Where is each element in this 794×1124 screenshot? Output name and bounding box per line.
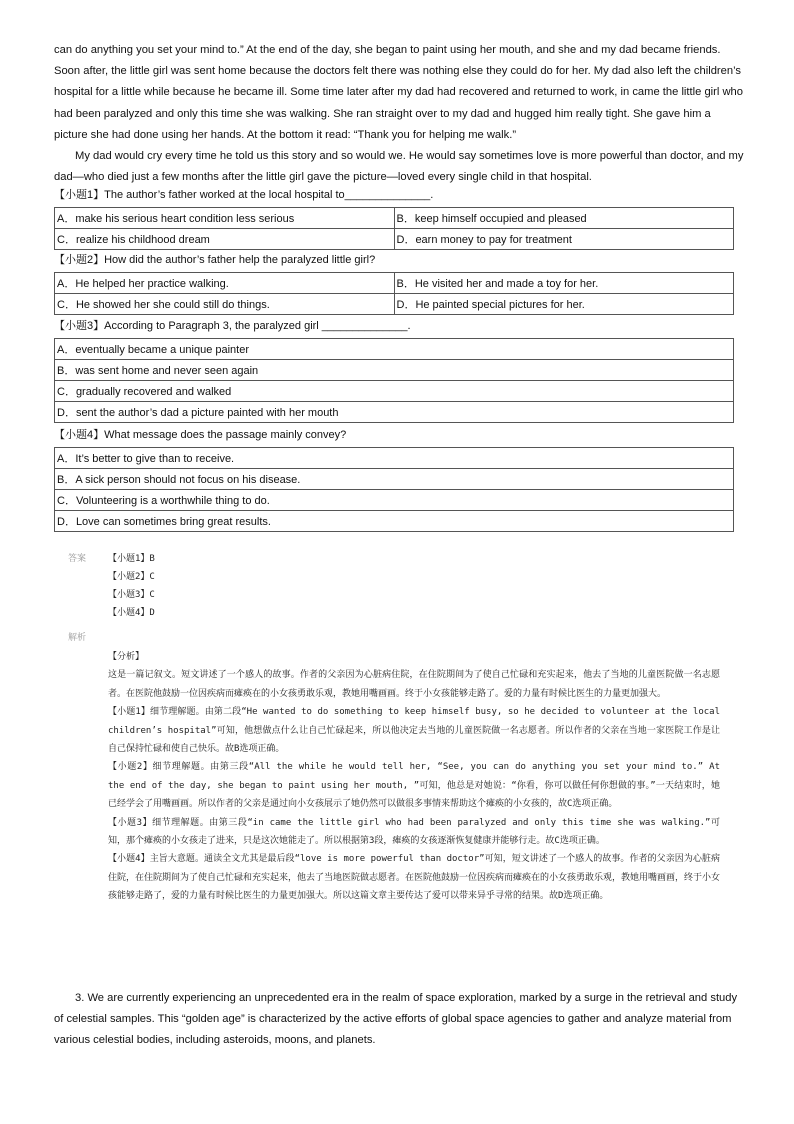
option[interactable]: B．was sent home and never seen again [55,360,734,381]
option[interactable]: B．A sick person should not focus on his disease. [55,469,734,490]
option[interactable]: D．He painted special pictures for her. [394,294,734,315]
analysis-paragraph: 【小题3】细节理解题。由第三段“in came the little girl who had been paralyzed and only this time she was walking.”可知，那个瘫痪的小女孩走了进来，只是这次她能走了。所以根据第3段，瘫痪的女孩逐渐恢复健康并能够行走。故C选项正确。 [108,817,720,847]
question-stem: 【小题4】What message does the passage mainly convey? [54,429,347,441]
option[interactable]: A．It’s better to give than to receive. [55,448,734,469]
option[interactable]: C．He showed her she could still do things. [55,294,395,315]
analysis-paragraph: 这是一篇记叙文。短文讲述了一个感人的故事。作者的父亲因为心脏病住院，在住院期间为了使自己忙碌和充实起来，他去了当地的儿童医院做一名志愿者。在医院他鼓励一位因疾病而瘫痪在的小女孩勇敢乐观，教她用嘴画画。终于小女孩能够走路了。爱的力量有时候比医生的力量更加强大。 [108,670,720,699]
answer-item: 【小题4】D [108,608,155,618]
analysis [108,648,720,906]
answer-item: 【小题3】C [108,590,155,600]
option[interactable]: C．realize his childhood dream [55,229,395,250]
options-table [54,207,734,250]
options-table [54,272,734,315]
option[interactable]: B．keep himself occupied and pleased [394,208,734,229]
option[interactable]: D．Love can sometimes bring great results. [55,511,734,532]
passage-paragraph: can do anything you set your mind to.” At the end of the day, she began to paint using her mouth, and she and my dad became friends. Soon after, the little girl was sent home because the doctors felt there was nothing else they could do for her. My dad also left the children’s hospital for a little while because he became ill. Some time later after my dad had recovered and returned to work, in came the little girl who had been paralyzed and only this time she was walking. She ran straight over to my dad and hugged him really tight. She gave him a picture she had done using her hands. At the bottom it read: “Thank you for helping me walk.” [54,44,743,141]
answer-label: 答案 [68,554,87,564]
option[interactable]: D．earn money to pay for treatment [394,229,734,250]
option[interactable]: B．He visited her and made a toy for her. [394,273,734,294]
option[interactable]: A．make his serious heart condition less serious [55,208,395,229]
option[interactable]: D．sent the author’s dad a picture painted with her mouth [55,402,734,423]
analysis-heading: 【分析】 [108,652,145,662]
answer-item: 【小题2】C [108,572,155,582]
analysis-paragraph: 【小题2】细节理解题。由第三段“All the while he would tell her, “See, you can do anything you set your mind to.” At the end of the day, she began to paint using her mouth, ”可知，他总是对她说：“你看，你可以做任何你想做的事。”一天结束时，她已经学会了用嘴画画。所以作者的父亲是通过向小女孩展示了她仍然可以做很多事情来帮助这个瘫痪的小女孩的，故C选项正确。 [108,762,720,810]
passage-paragraph: My dad would cry every time he told us this story and so would we. He would say sometimes love is more powerful than doctor, and my dad—who died just a few months after the little girl gave the picture—loved every single child in that hospital. [54,150,744,184]
analysis-paragraph: 【小题1】细节理解题。由第二段“He wanted to do something to keep himself busy, so he decided to volunteer at the local children’s hospital”可知，他想做点什么让自己忙碌起来，所以他决定去当地的儿童医院做一名志愿者。所以作者的父亲在当地一家医院工作是让自己保持忙碌和使自己快乐。故B选项正确。 [108,707,720,755]
options-table [54,447,734,532]
options-table [54,338,734,423]
question-stem: 【小题3】According to Paragraph 3, the paralyzed girl ______________. [54,320,411,332]
option[interactable]: C．Volunteering is a worthwhile thing to do. [55,490,734,511]
question-stem: 【小题2】How did the author’s father help the paralyzed little girl? [54,254,376,266]
passage [54,40,744,188]
option[interactable]: A．eventually became a unique painter [55,339,734,360]
analysis-label: 解析 [68,633,87,643]
option[interactable]: C．gradually recovered and walked [55,381,734,402]
analysis-paragraph: 【小题4】主旨大意题。通读全文尤其是最后段“love is more powerful than doctor”可知，短文讲述了一个感人的故事。作者的父亲因为心脏病住院，在住院期间为了使自己忙碌和充实起来，他去了当地医院做志愿者。在医院他鼓励一位因疾病而瘫痪在的小女孩勇敢乐观，教她用嘴画画，终于小女孩能够走路了，爱的力量有时候比医生的力量更加强大。所以这篇文章主要传达了爱可以带来异乎寻常的结果。故D选项正确。 [108,854,721,902]
next-question [54,988,744,1051]
option[interactable]: A．He helped her practice walking. [55,273,395,294]
answer-item: 【小题1】B [108,554,155,564]
question-stem: 【小题1】The author’s father worked at the local hospital to______________. [54,189,434,201]
next-question-text: 3. We are currently experiencing an unprecedented era in the realm of space exploration, marked by a surge in the retrieval and study of celestial samples. This “golden age” is characterized by the active efforts of global space agencies to gather and analyze material from various celestial bodies, including asteroids, moons, and planets. [54,992,738,1046]
